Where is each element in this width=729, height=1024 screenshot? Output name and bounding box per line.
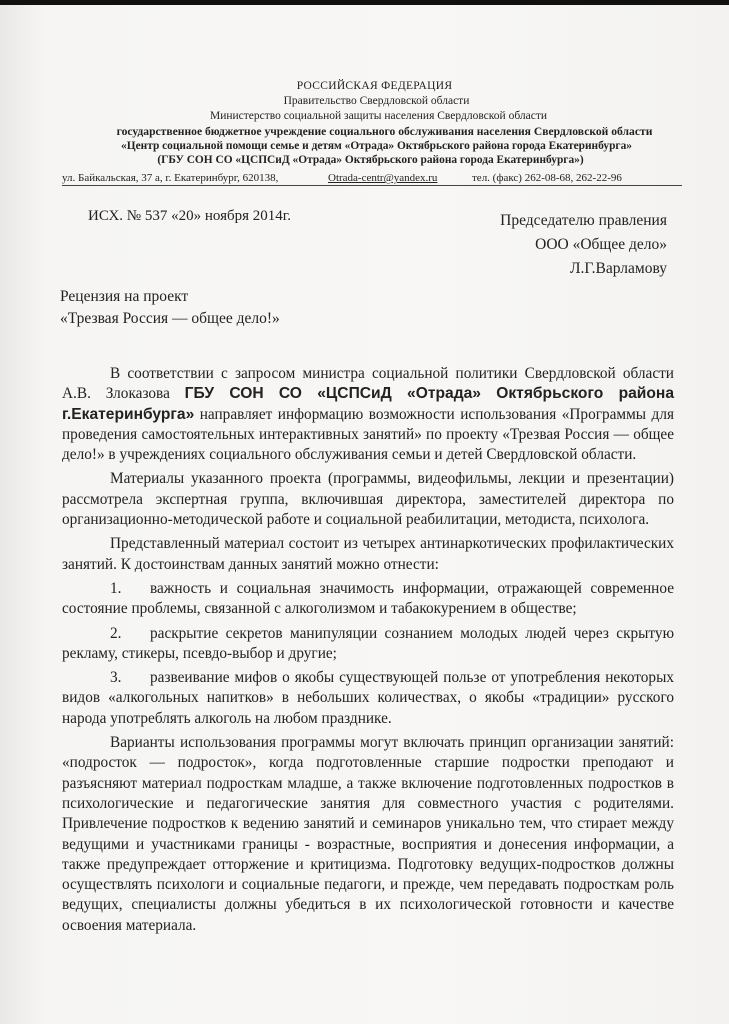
header-institution: государственное бюджетное учреждение социального обслуживания населения Свердловской области bbox=[116, 125, 653, 138]
letter-body bbox=[62, 364, 674, 940]
header-ministry: Министерство социальной защиты населения Свердловской области bbox=[209, 110, 548, 122]
outgoing-number: ИСХ. № 537 «20» ноября 2014г. bbox=[88, 208, 291, 224]
paragraph-materials: Материалы указанного проекта (программы, видеофильмы, лекции и презентации) рассмотрела экспертная группа, включившая директора, заместителей директора по организационно-методической работе и социальной реабилитации, методиста, психолога. bbox=[62, 470, 674, 529]
paragraph-request: В соответствии с запросом министра социальной политики Свердловской области А.В. Злоказова ГБУ СОН СО «ЦСПСиД «Отрада» Октябрьского района г.Екатеринбурга» направляет информацию возможности использования «Программы для проведения самостоятельных интерактивных занятий» по проекту «Трезвая Россия — общее дело!» в учреждениях социального обслуживания семьи и детей Свердловской области. bbox=[62, 365, 674, 464]
paragraph-lessons: Представленный материал состоит из четырех антинаркотических профилактических занятий. К достоинствам данных занятий можно отнести: bbox=[62, 535, 674, 573]
list-item: 3. развеивание мифов о якобы существующей пользе от употребления некоторых видов «алкогольных напитков» в небольших количествах, о якобы «традиции» русского народа употреблять алкоголь на любом празднике. bbox=[62, 669, 674, 727]
header-contacts bbox=[62, 172, 662, 184]
institution-name-bold: ГБУ СОН СО «ЦСПСиД «Отрада» Октябрьского района г.Екатеринбурга» bbox=[62, 385, 674, 423]
address: ул. Байкальская, 37 а, г. Екатеринбург, 620138, bbox=[62, 172, 279, 184]
header-short-name: (ГБУ СОН СО «ЦСПСиД «Отрада» Октябрьского района города Екатеринбурга») bbox=[157, 154, 584, 166]
email-link[interactable]: Otrada-centr@yandex.ru bbox=[328, 172, 438, 184]
list-number: 3. bbox=[110, 669, 122, 687]
subject-line-1: Рецензия на проект bbox=[60, 288, 189, 305]
list-item: 1. важность и социальная значимость информации, отражающей современное состояние проблемы, связанной с алкоголизмом и табакокурением в обществе; bbox=[62, 579, 674, 618]
header-country: РОССИЙСКАЯ ФЕДЕРАЦИЯ bbox=[296, 80, 453, 92]
recipient-line-3: Л.Г.Варламову bbox=[570, 260, 667, 277]
header-divider bbox=[62, 185, 682, 186]
list-item: 2. раскрытие секретов манипуляции сознанием молодых людей через скрытую рекламу, стикеры, псевдо-выбор и другие; bbox=[62, 624, 674, 662]
header-center: «Центр социальной помощи семье и детям «Отрада» Октябрьского района города Екатеринбурга» bbox=[121, 140, 632, 152]
list-number: 2. bbox=[110, 624, 122, 642]
subject-line-2: «Трезвая Россия — общее дело!» bbox=[60, 310, 280, 327]
scan-edge bbox=[0, 0, 729, 5]
header-government: Правительство Свердловской области bbox=[283, 95, 470, 107]
paragraph-variants: Варианты использования программы могут включать принцип организации занятий: «подросток — подросток», когда подготовленные старшие подростки преподают и разъясняют материал подросткам младше, а также включение подготовленных подростков в психологические и педагогические занятия для совместного участия с родителями. Привлечение подростков к ведению занятий и семинаров уникально тем, что стирает между ведущими и участниками границы - возрастные, восприятия и донесения информации, а также предупреждает отторжение и критицизма. Подготовку ведущих-подростков должны осуществлять психологи и социальные педагоги, и прежде, чем передавать подросткам роль ведущих, специалисты должны убедиться в их психологической готовности и качестве освоения материала. bbox=[62, 734, 674, 934]
phone: тел. (факс) 262-08-68, 262-22-96 bbox=[472, 172, 622, 184]
recipient-line-1: Председателю правления bbox=[500, 212, 667, 229]
list-number: 1. bbox=[110, 579, 122, 597]
recipient-line-2: ООО «Общее дело» bbox=[535, 236, 667, 253]
